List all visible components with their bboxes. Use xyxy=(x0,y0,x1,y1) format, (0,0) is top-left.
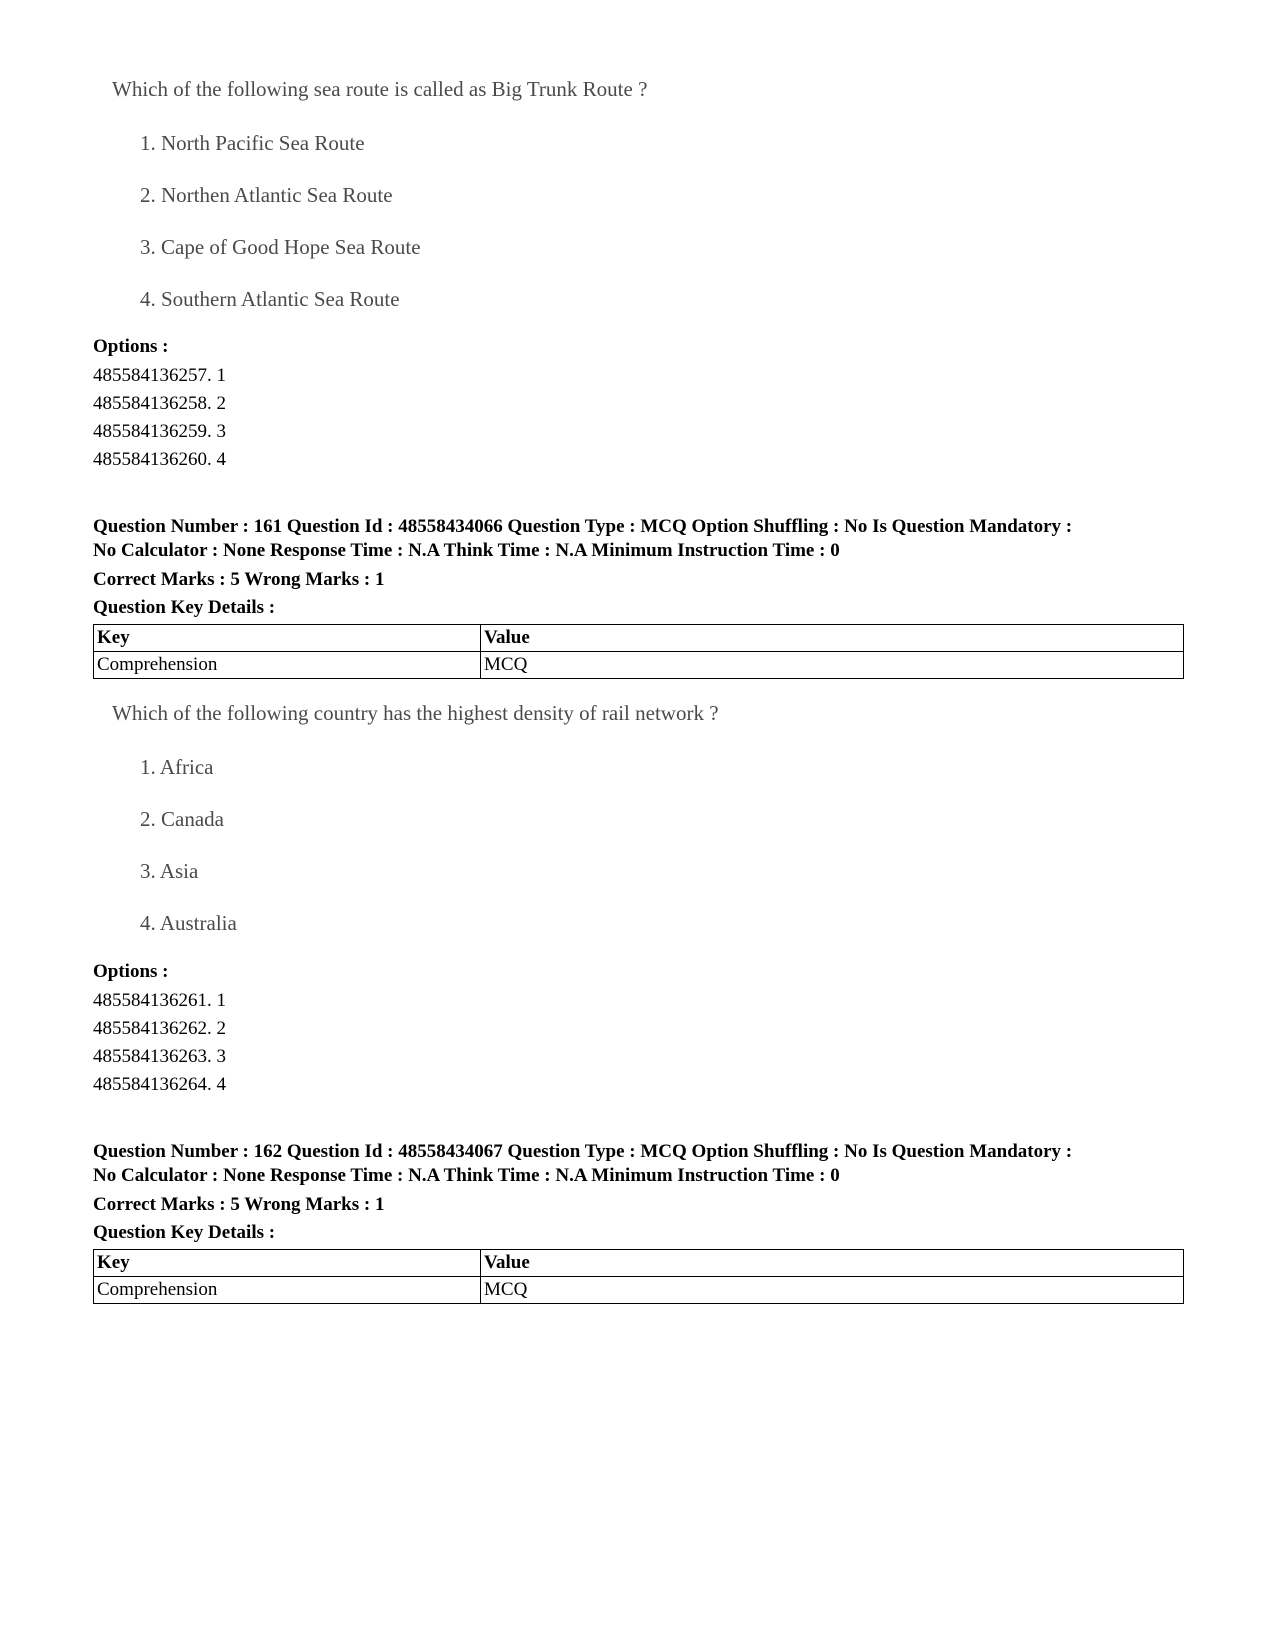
question-161-meta xyxy=(93,515,1203,563)
question-161-text: Which of the following country has the highest density of rail network ? xyxy=(112,701,719,725)
question-160-option-3: 485584136259. 3 xyxy=(93,421,226,442)
table-cell-value: MCQ xyxy=(481,652,1184,679)
question-161-key-details-label: Question Key Details : xyxy=(93,597,276,618)
question-160-choice-3: 3. Cape of Good Hope Sea Route xyxy=(140,235,421,259)
question-160-choice-4: 4. Southern Atlantic Sea Route xyxy=(140,287,400,311)
table-row xyxy=(94,652,1184,679)
question-161-option-4: 485584136264. 4 xyxy=(93,1074,226,1095)
question-161-choice-2: 2. Canada xyxy=(140,807,224,831)
question-160-options-label: Options : xyxy=(93,336,169,357)
question-161-key-table xyxy=(93,624,1184,679)
question-161-option-1: 485584136261. 1 xyxy=(93,990,226,1011)
question-161-options-label: Options : xyxy=(93,961,169,982)
table-header-value: Value xyxy=(481,625,1184,652)
question-161-choice-1: 1. Africa xyxy=(140,755,214,779)
question-161-image xyxy=(112,700,719,935)
table-header-row xyxy=(94,1250,1184,1277)
question-160-option-4: 485584136260. 4 xyxy=(93,449,226,470)
table-header-key: Key xyxy=(94,625,481,652)
table-row xyxy=(94,1277,1184,1304)
question-161-option-3: 485584136263. 3 xyxy=(93,1046,226,1067)
question-162-meta-line-2: No Calculator : None Response Time : N.A Think Time : N.A Minimum Instruction Time : 0 xyxy=(93,1165,840,1186)
question-162-meta xyxy=(93,1140,1203,1188)
question-162-key-details-label: Question Key Details : xyxy=(93,1222,276,1243)
table-header-value: Value xyxy=(481,1250,1184,1277)
table-cell-value: MCQ xyxy=(481,1277,1184,1304)
question-160-text: Which of the following sea route is called as Big Trunk Route ? xyxy=(112,77,648,101)
question-160-image xyxy=(112,76,648,311)
question-161-choice-3: 3. Asia xyxy=(140,859,199,883)
question-160-option-1: 485584136257. 1 xyxy=(93,365,226,386)
question-161-meta-line-1: Question Number : 161 Question Id : 48558434066 Question Type : MCQ Option Shuffling : No Is Question Mandatory : xyxy=(93,516,1073,537)
question-160-option-2: 485584136258. 2 xyxy=(93,393,226,414)
table-header-row xyxy=(94,625,1184,652)
question-161-marks: Correct Marks : 5 Wrong Marks : 1 xyxy=(93,569,385,590)
question-160-choice-2: 2. Northen Atlantic Sea Route xyxy=(140,183,393,207)
table-cell-key: Comprehension xyxy=(94,1277,481,1304)
question-162-key-table xyxy=(93,1249,1184,1304)
table-cell-key: Comprehension xyxy=(94,652,481,679)
question-161-choice-4: 4. Australia xyxy=(140,911,237,935)
question-162-marks: Correct Marks : 5 Wrong Marks : 1 xyxy=(93,1194,385,1215)
question-162-meta-line-1: Question Number : 162 Question Id : 48558434067 Question Type : MCQ Option Shuffling : No Is Question Mandatory : xyxy=(93,1141,1073,1162)
question-161-option-2: 485584136262. 2 xyxy=(93,1018,226,1039)
question-161-meta-line-2: No Calculator : None Response Time : N.A Think Time : N.A Minimum Instruction Time : 0 xyxy=(93,540,840,561)
table-header-key: Key xyxy=(94,1250,481,1277)
question-160-choice-1: 1. North Pacific Sea Route xyxy=(140,131,365,155)
